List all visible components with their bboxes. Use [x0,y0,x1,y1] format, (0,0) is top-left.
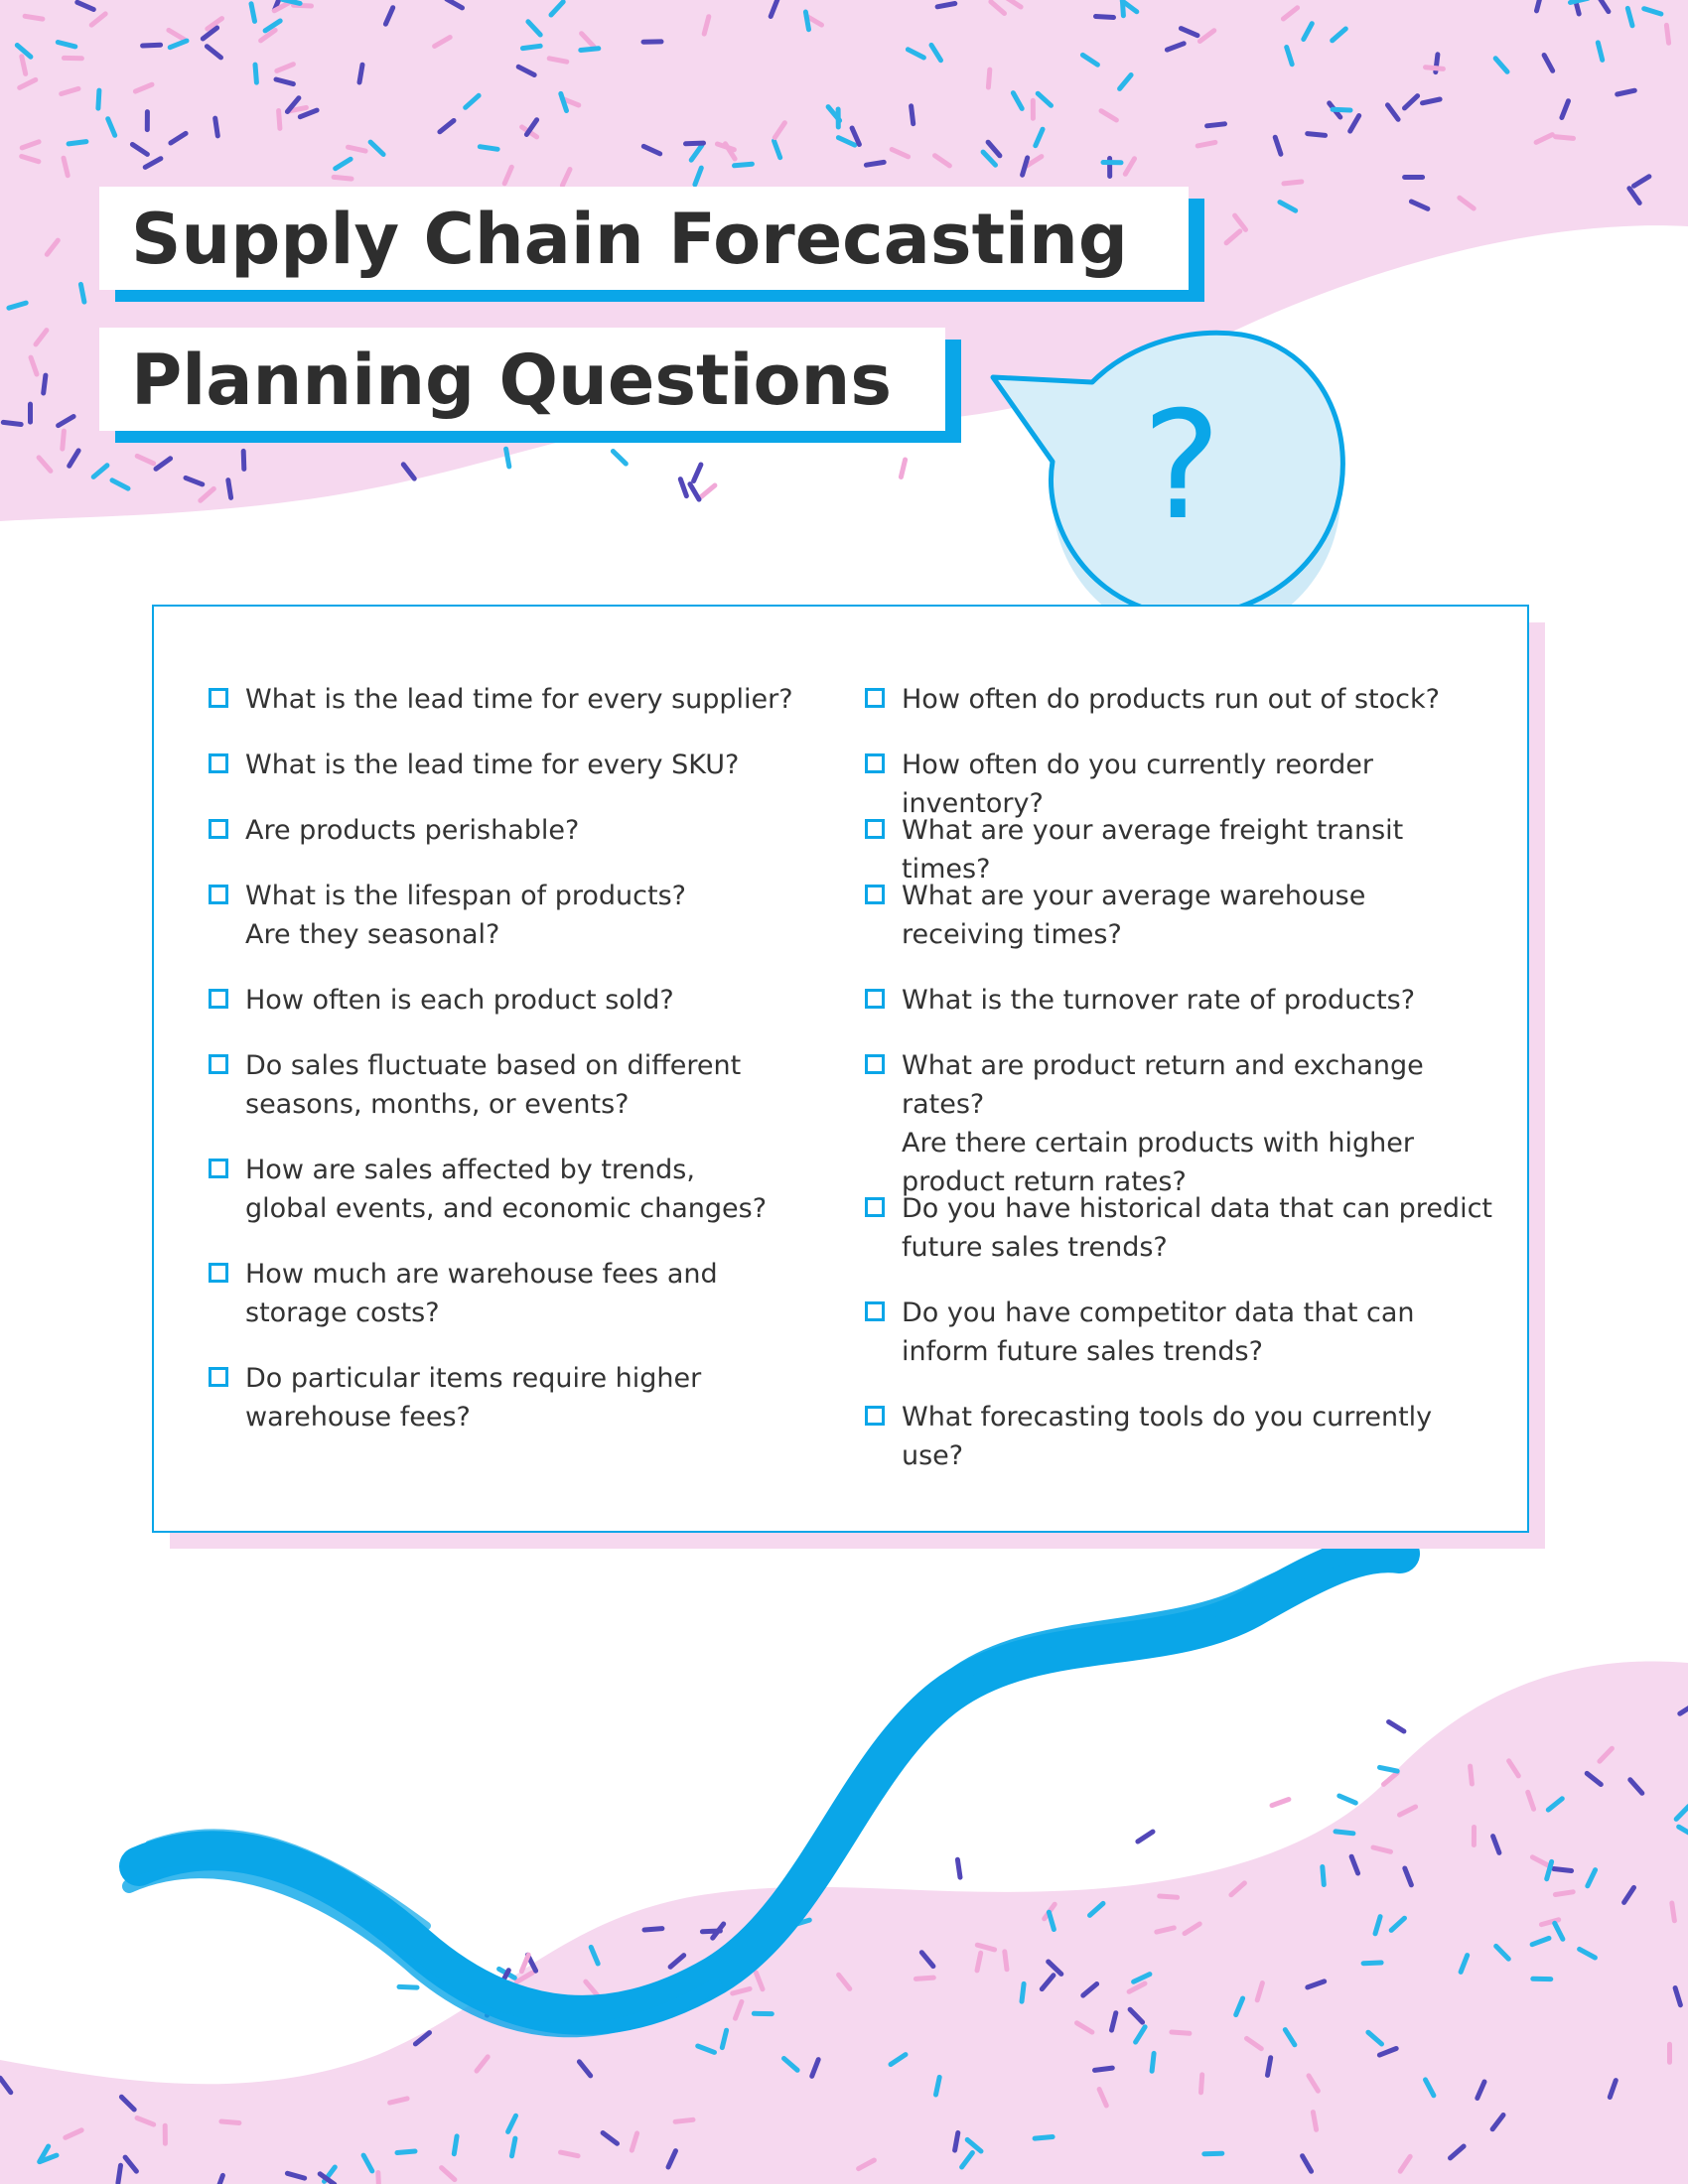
checklist-item [865,1294,1415,1371]
checklist-item [209,680,793,719]
checkbox[interactable] [865,989,885,1009]
confetti-piece [581,49,599,51]
checkbox[interactable] [209,1054,228,1074]
confetti-piece [255,65,256,82]
confetti-piece [294,5,312,6]
confetti-piece [988,69,989,87]
checklist-item [209,1359,701,1436]
checklist-item [209,746,739,784]
question-text: What is the lead time for every supplier? [245,684,793,715]
confetti-piece [1380,1767,1398,1771]
question-text: How much are warehouse fees and storage costs? [245,1259,718,1328]
checklist-item [209,981,674,1020]
confetti-piece [215,118,218,136]
confetti-piece [805,12,808,30]
confetti-piece [1204,2153,1222,2154]
question-text: What is the lead time for every SKU? [245,750,740,780]
confetti-piece [1138,1832,1153,1842]
confetti-piece [221,2121,239,2123]
confetti-piece [63,431,65,449]
confetti-piece [1201,2075,1202,2093]
confetti-piece [1197,142,1215,146]
confetti-piece [702,1931,720,1932]
confetti-piece [397,2151,415,2153]
checklist-item [865,680,1440,719]
question-text: Do sales fluctuate based on different seasons, months, or events? [245,1050,742,1120]
question-text: Do you have competitor data that can inform future sales trends? [902,1297,1415,1367]
confetti-piece [1336,1832,1353,1834]
question-text: How often do you currently reorder inventory? [902,750,1373,819]
confetti-piece [454,2136,457,2154]
confetti-piece [686,143,704,144]
bottom-pink-wave [0,1661,1688,2184]
confetti-piece [143,45,161,46]
confetti-piece [1160,1896,1178,1897]
title-box-1 [99,187,1189,290]
confetti-piece [378,2173,379,2184]
confetti-piece [1556,137,1574,139]
checkbox[interactable] [209,753,228,773]
confetti-piece [98,90,99,108]
question-text: What are your average freight transit times? [902,815,1404,885]
confetti-piece [251,4,255,22]
confetti-piece [613,452,626,465]
confetti-piece [561,2152,579,2156]
checkbox[interactable] [209,688,228,708]
confetti-piece [1363,1963,1381,1964]
confetti-piece [118,2165,121,2183]
confetti-piece [955,2132,958,2150]
checklist-item [209,1151,767,1228]
question-text: How often do products run out of stock? [902,684,1440,715]
confetti-piece [1207,124,1225,126]
checkbox[interactable] [865,885,885,904]
confetti-piece [334,177,352,179]
confetti-piece [701,485,715,497]
checklist-item [865,1398,1500,1475]
confetti-piece [3,422,21,424]
checkbox[interactable] [865,1301,885,1321]
confetti-piece [675,2119,693,2121]
confetti-piece [937,4,955,7]
confetti-piece [506,449,509,467]
confetti-piece [1268,2058,1271,2076]
confetti-piece [1389,1722,1404,1732]
checkbox[interactable] [865,1406,885,1426]
confetti-piece [912,106,914,124]
confetti-piece [399,1986,417,1987]
question-text: How often is each product sold? [245,985,674,1016]
confetti-piece [522,46,540,48]
question-card [152,605,1529,1533]
confetti-piece [44,375,46,393]
checklist-item [209,1255,718,1332]
confetti-piece [866,162,884,165]
confetti-piece [69,142,86,144]
checkbox[interactable] [865,1197,885,1217]
confetti-piece [901,460,905,478]
question-text: Are products perishable? [245,815,580,846]
checkbox[interactable] [865,688,885,708]
confetti-piece [1035,2137,1053,2139]
confetti-piece [1333,109,1350,110]
confetti-piece [1095,2068,1113,2070]
question-text: What are product return and exchange rates? Are there certain products with higher product return rates? [902,1050,1424,1197]
checkbox[interactable] [865,1054,885,1074]
question-text: What is the lifespan of products? Are they seasonal? [245,881,686,950]
checkbox[interactable] [865,753,885,773]
confetti-piece [1554,1869,1572,1871]
page-title: Supply Chain Forecasting [131,199,1128,280]
title-box-2 [99,328,945,431]
confetti-piece [1313,2113,1316,2130]
confetti-piece [1308,134,1326,136]
confetti-piece [1672,1903,1675,1921]
question-text: What forecasting tools do you currently use? [902,1402,1433,1471]
checklist-item [209,1046,741,1124]
confetti-piece [680,479,686,496]
checklist-item [209,811,579,850]
confetti-piece [1022,1983,1024,2001]
confetti-piece [25,16,43,19]
confetti-piece [1339,1796,1356,1803]
checkbox[interactable] [865,819,885,839]
checkbox[interactable] [209,1159,228,1178]
confetti-piece [957,1859,960,1877]
question-text: How are sales affected by trends, global events, and economic changes? [245,1155,768,1224]
confetti-piece [915,1978,933,1979]
confetti-piece [1323,1867,1325,1885]
page-subtitle: Planning Questions [131,340,893,421]
confetti-piece [1426,68,1444,69]
confetti-piece [1272,1800,1289,1806]
checkbox[interactable] [209,819,228,839]
confetti-piece [1666,25,1668,43]
confetti-piece [1555,1892,1573,1895]
checkbox[interactable] [209,1263,228,1283]
confetti-piece [1096,17,1114,18]
checklist-item [865,1046,1500,1201]
checklist-item [865,1189,1492,1267]
question-text: Do particular items require higher warehouse fees? [245,1363,702,1433]
checkbox[interactable] [209,1367,228,1387]
confetti-piece [1122,0,1123,16]
confetti-piece [228,480,231,498]
question-text: Do you have historical data that can predict future sales trends? [902,1193,1493,1263]
checkbox[interactable] [209,989,228,1009]
question-mark-icon: ? [1142,380,1221,553]
confetti-piece [1152,2053,1154,2071]
question-text: What is the turnover rate of products? [902,985,1416,1016]
confetti-piece [512,2138,515,2156]
confetti-piece [735,164,753,166]
confetti-piece [1172,2032,1190,2033]
confetti-piece [1471,1766,1473,1784]
checklist-item [865,981,1415,1020]
confetti-piece [644,1929,662,1930]
confetti-piece [694,465,701,481]
confetti-piece [1284,182,1302,184]
confetti-piece [549,59,567,62]
confetti-piece [480,147,497,150]
checklist-item [865,877,1365,954]
confetti-piece [279,111,280,129]
question-text: What are your average warehouse receiving times? [902,881,1366,950]
confetti-piece [359,65,362,82]
confetti-piece [243,451,244,469]
confetti-piece [690,484,699,500]
confetti-piece [80,284,84,302]
checkbox[interactable] [209,885,228,904]
checklist-item [209,877,686,954]
confetti-piece [1005,1952,1007,1970]
